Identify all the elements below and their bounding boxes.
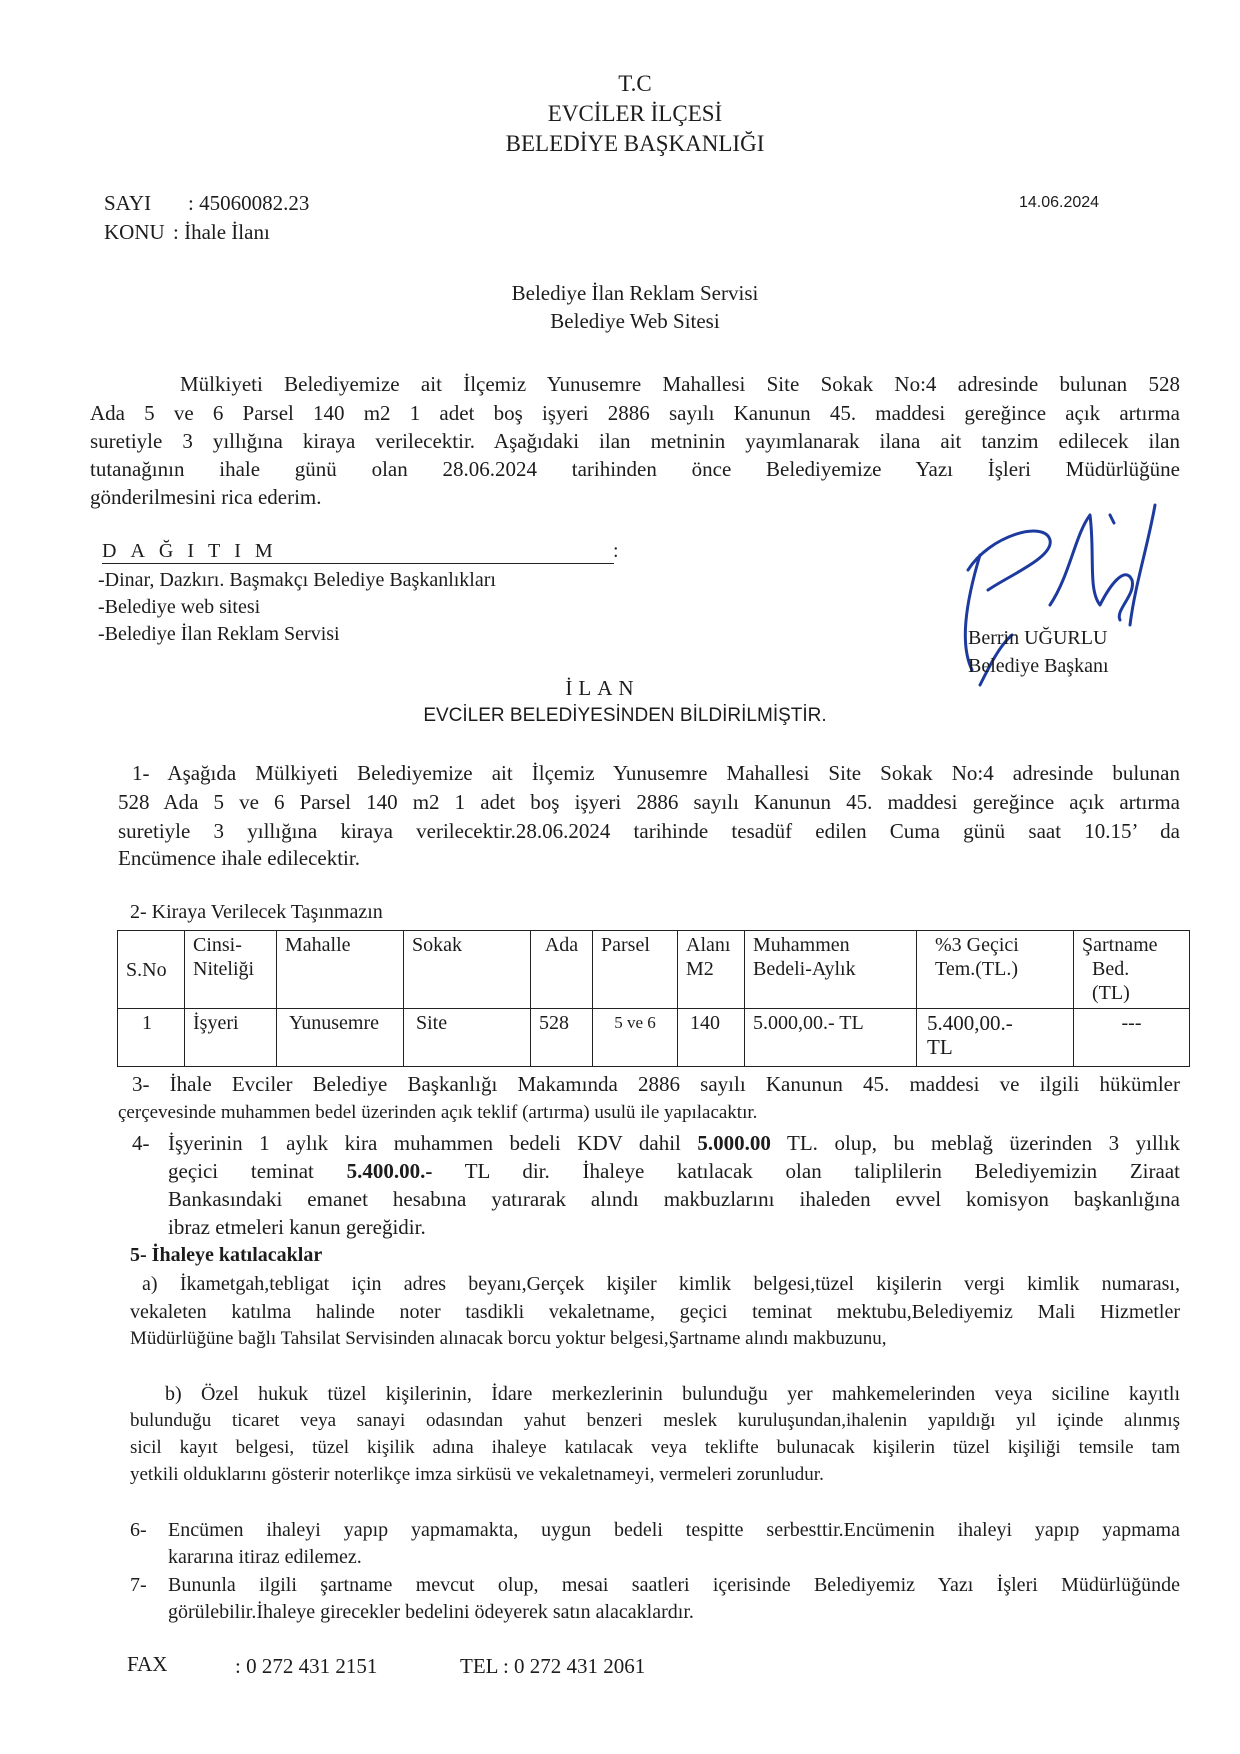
cell-sno: [118, 1009, 185, 1067]
distribution-item: -Belediye İlan Reklam Servisi: [98, 623, 340, 645]
table-header-row: [118, 931, 1190, 1009]
header-gecici: [917, 931, 1074, 1009]
item3-line-1: 3- İhale Evciler Belediye Başkanlığı Makamında 2886 sayılı Kanunun 45. maddesi ve ilgili hükümler: [132, 1072, 1180, 1096]
item5-b-line-2: bulunduğu ticaret veya sanayi odasından yahut benzeri meslek kuruluşundan,ihalenin yapıldığı yıl içinde alınmış: [130, 1410, 1180, 1431]
item1-line-3: suretiyle 3 yıllığına kiraya verilecektir.28.06.2024 tarihinde tesadüf edilen Cuma günü saat 10.15’ da: [118, 819, 1180, 843]
cell-cinsi: [185, 1009, 277, 1067]
cell-gecici: [917, 1009, 1074, 1067]
cell-alani: [678, 1009, 745, 1067]
header-cinsi-text-1: Cinsi-: [193, 934, 242, 956]
cell-cinsi-text: İşyeri: [193, 1012, 239, 1034]
header-alani-text-1: Alanı: [686, 934, 731, 956]
header-line-ilce: EVCİLER İLÇESİ: [547, 101, 723, 126]
item4-line-4: ibraz etmeleri kanun gereğidir.: [168, 1215, 426, 1239]
item4-text-2c: TL dir. İhaleye katılacak olan taliplilerin Belediyemizin Ziraat: [432, 1159, 1180, 1183]
intro-line-3: suretiyle 3 yıllığına kiraya verilecektir. Aşağıdaki ilan metninin yayımlanarak ilana ait tanzim edilecek ilan: [90, 429, 1180, 453]
header-sartname-text-1: Şartname: [1082, 934, 1158, 956]
distribution-title: DAĞITIM: [102, 540, 287, 562]
header-cinsi-text-2: Niteliği: [193, 958, 255, 980]
cell-ada: [531, 1009, 593, 1067]
cell-sno-text: 1: [142, 1012, 152, 1034]
item5-b-line-4: yetkili olduklarını gösterir noterlikçe imza sirküsü ve vekaletnameyi, vermeleri zorunludur.: [130, 1464, 824, 1485]
cell-sokak-text: Site: [416, 1012, 448, 1034]
item7-line-2: görülebilir.İhaleye girecekler bedelini ödeyerek satın alacaklardır.: [168, 1601, 694, 1623]
konu-label: KONU: [104, 220, 165, 244]
header-ada-text: Ada: [544, 934, 579, 956]
header-gecici-text-1: %3 Geçici: [935, 934, 1019, 956]
header-sartname: [1074, 931, 1190, 1009]
header-cinsi: [185, 931, 277, 1009]
item4-text-2a: geçici teminat: [168, 1159, 347, 1183]
tel-number: TEL : 0 272 431 2061: [460, 1654, 646, 1678]
header-muhammen-text-2: Bedeli-Aylık: [753, 958, 856, 980]
signatory-title: Belediye Başkanı: [968, 655, 1109, 677]
cell-sartname-text: ---: [1121, 1012, 1142, 1034]
item2-title: 2- Kiraya Verilecek Taşınmazın: [130, 901, 383, 923]
item4-line-2: [168, 1158, 1180, 1184]
item5-b-line-3: sicil kayıt belgesi, tüzel kişilik adına ihaleye katılacak veya teklifte bulunacak kişilerin tüzel kişiliği temsile tam: [130, 1437, 1180, 1458]
item1-line-1: 1- Aşağıda Mülkiyeti Belediyemize ait İlçemiz Yunusemre Mahallesi Site Sokak No:4 adresinde bulunan: [132, 761, 1180, 785]
header-sartname-text-3: (TL): [1092, 982, 1130, 1004]
header-muhammen: [745, 931, 917, 1009]
signatory-name: Berrin UĞURLU: [968, 627, 1108, 649]
item7-line-1: Bununla ilgili şartname mevcut olup, mesai saatleri içerisinde Belediyemiz Yazı İşleri Müdürlüğünde: [168, 1574, 1180, 1596]
header-sartname-text-2: Bed.: [1092, 958, 1130, 980]
intro-line-4: tutanağının ihale günü olan 28.06.2024 tarihinden önce Belediyemize Yazı İşleri Müdürlüğüne: [90, 457, 1180, 481]
header-ada: [531, 931, 593, 1009]
distribution-colon: :: [613, 540, 619, 562]
cell-muhammen-text: 5.000,00.- TL: [753, 1012, 864, 1034]
cell-sartname: [1074, 1009, 1190, 1067]
item6-number: 6-: [130, 1519, 147, 1541]
header-line-baskanlik: BELEDİYE BAŞKANLIĞI: [505, 131, 765, 156]
header-parsel-text: Parsel: [601, 934, 650, 956]
header-sokak: [404, 931, 531, 1009]
cell-muhammen: [745, 1009, 917, 1067]
document-date: 14.06.2024: [1019, 194, 1100, 211]
header-mahalle: [277, 931, 404, 1009]
item6-line-1: Encümen ihaleyi yapıp yapmamakta, uygun bedeli tespitte serbesttir.Encümenin ihaleyi yapıp yapmama: [168, 1519, 1180, 1541]
cell-mahalle-text: Yunusemre: [289, 1012, 379, 1034]
header-line-tc: T.C: [618, 71, 652, 96]
item1-line-2: 528 Ada 5 ve 6 Parsel 140 m2 1 adet boş işyeri 2886 sayılı Kanunun 45. maddesi gereğince açık artırma: [118, 790, 1180, 814]
cell-sokak: [404, 1009, 531, 1067]
item5-a-line-1: a) İkametgah,tebligat için adres beyanı,Gerçek kişiler kimlik belgesi,tüzel kişilerin vergi kimlik numarası,: [142, 1273, 1180, 1295]
cell-parsel-text: 5 ve 6: [614, 1013, 656, 1032]
cell-parsel: [593, 1009, 678, 1067]
item3-line-2: çerçevesinde muhammen bedel üzerinden açık teklif (artırma) usulü ile yapılacaktır.: [118, 1102, 758, 1123]
item4-text-a: İşyerinin 1 aylık kira muhammen bedeli KDV dahil: [168, 1131, 698, 1155]
header-alani-text-2: M2: [686, 958, 714, 980]
item4-guarantee: 5.400.00.-: [346, 1159, 433, 1183]
property-table: [117, 930, 1190, 1067]
distribution-item: -Dinar, Dazkırı. Başmakçı Belediye Başkanlıkları: [98, 569, 496, 591]
header-sno-text: S.No: [126, 958, 167, 981]
header-sno: [118, 931, 185, 1009]
item7-number: 7-: [130, 1574, 147, 1596]
header-gecici-text-2: Tem.(TL.): [935, 958, 1019, 980]
fax-label: FAX: [127, 1652, 168, 1676]
cell-gecici-text-2: TL: [927, 1035, 953, 1059]
cell-mahalle: [277, 1009, 404, 1067]
cell-alani-text: 140: [690, 1012, 720, 1034]
item6-line-2: kararına itiraz edilemez.: [168, 1546, 362, 1568]
recipient-line-2: Belediye Web Sitesi: [550, 309, 720, 333]
item4-text-c: TL. olup, bu meblağ üzerinden 3 yıllık: [770, 1131, 1180, 1155]
konu-value: : İhale İlanı: [173, 220, 270, 244]
table-row: [118, 1009, 1190, 1067]
item4-line-3: Bankasındaki emanet hesabına yatırarak alındı makbuzlarını ihaleden evvel komisyon başkanlığına: [168, 1187, 1180, 1211]
intro-line-1: Mülkiyeti Belediyemize ait İlçemiz Yunusemre Mahallesi Site Sokak No:4 adresinde bulunan 528: [180, 372, 1180, 396]
header-muhammen-text-1: Muhammen: [753, 934, 850, 956]
intro-line-2: Ada 5 ve 6 Parsel 140 m2 1 adet boş işyeri 2886 sayılı Kanunun 45. maddesi gereğince açık artırma: [90, 401, 1180, 425]
distribution-underline: [102, 563, 614, 564]
fax-number: : 0 272 431 2151: [235, 1654, 378, 1678]
cell-gecici-text-1: 5.400,00.-: [927, 1011, 1013, 1035]
announcement-title: İLAN: [565, 676, 640, 700]
item4-number: 4-: [132, 1131, 150, 1155]
recipient-line-1: Belediye İlan Reklam Servisi: [511, 281, 759, 305]
item4-line-1: [168, 1130, 1180, 1156]
header-parsel: [593, 931, 678, 1009]
header-mahalle-text: Mahalle: [285, 934, 351, 956]
item1-line-4: Encümence ihale edilecektir.: [118, 846, 360, 870]
cell-ada-text: 528: [539, 1012, 569, 1034]
item5-b-line-1: b) Özel hukuk tüzel kişilerinin, İdare merkezlerinin bulunduğu yer mahkemelerinden veya siciline kayıtlı: [165, 1383, 1180, 1405]
intro-line-5: gönderilmesini rica ederim.: [90, 485, 322, 509]
item5-a-line-3: Müdürlüğüne bağlı Tahsilat Servisinden alınacak borcu yoktur belgesi,Şartname alındı makbuzunu,: [130, 1328, 887, 1349]
item5-a-line-2: vekaleten katılma halinde noter tasdikli vekaletname, geçici teminat mektubu,Belediyemiz Mali Hizmetler: [130, 1301, 1180, 1323]
header-sokak-text: Sokak: [412, 934, 462, 956]
announcement-subtitle: EVCİLER BELEDİYESİNDEN BİLDİRİLMİŞTİR.: [423, 705, 827, 726]
sayi-value: : 45060082.23: [188, 191, 310, 215]
distribution-item: -Belediye web sitesi: [98, 596, 261, 618]
header-alani: [678, 931, 745, 1009]
sayi-label: SAYI: [104, 191, 152, 215]
item4-amount: 5.000.00: [697, 1131, 771, 1155]
item5-title: 5- İhaleye katılacaklar: [130, 1244, 323, 1266]
